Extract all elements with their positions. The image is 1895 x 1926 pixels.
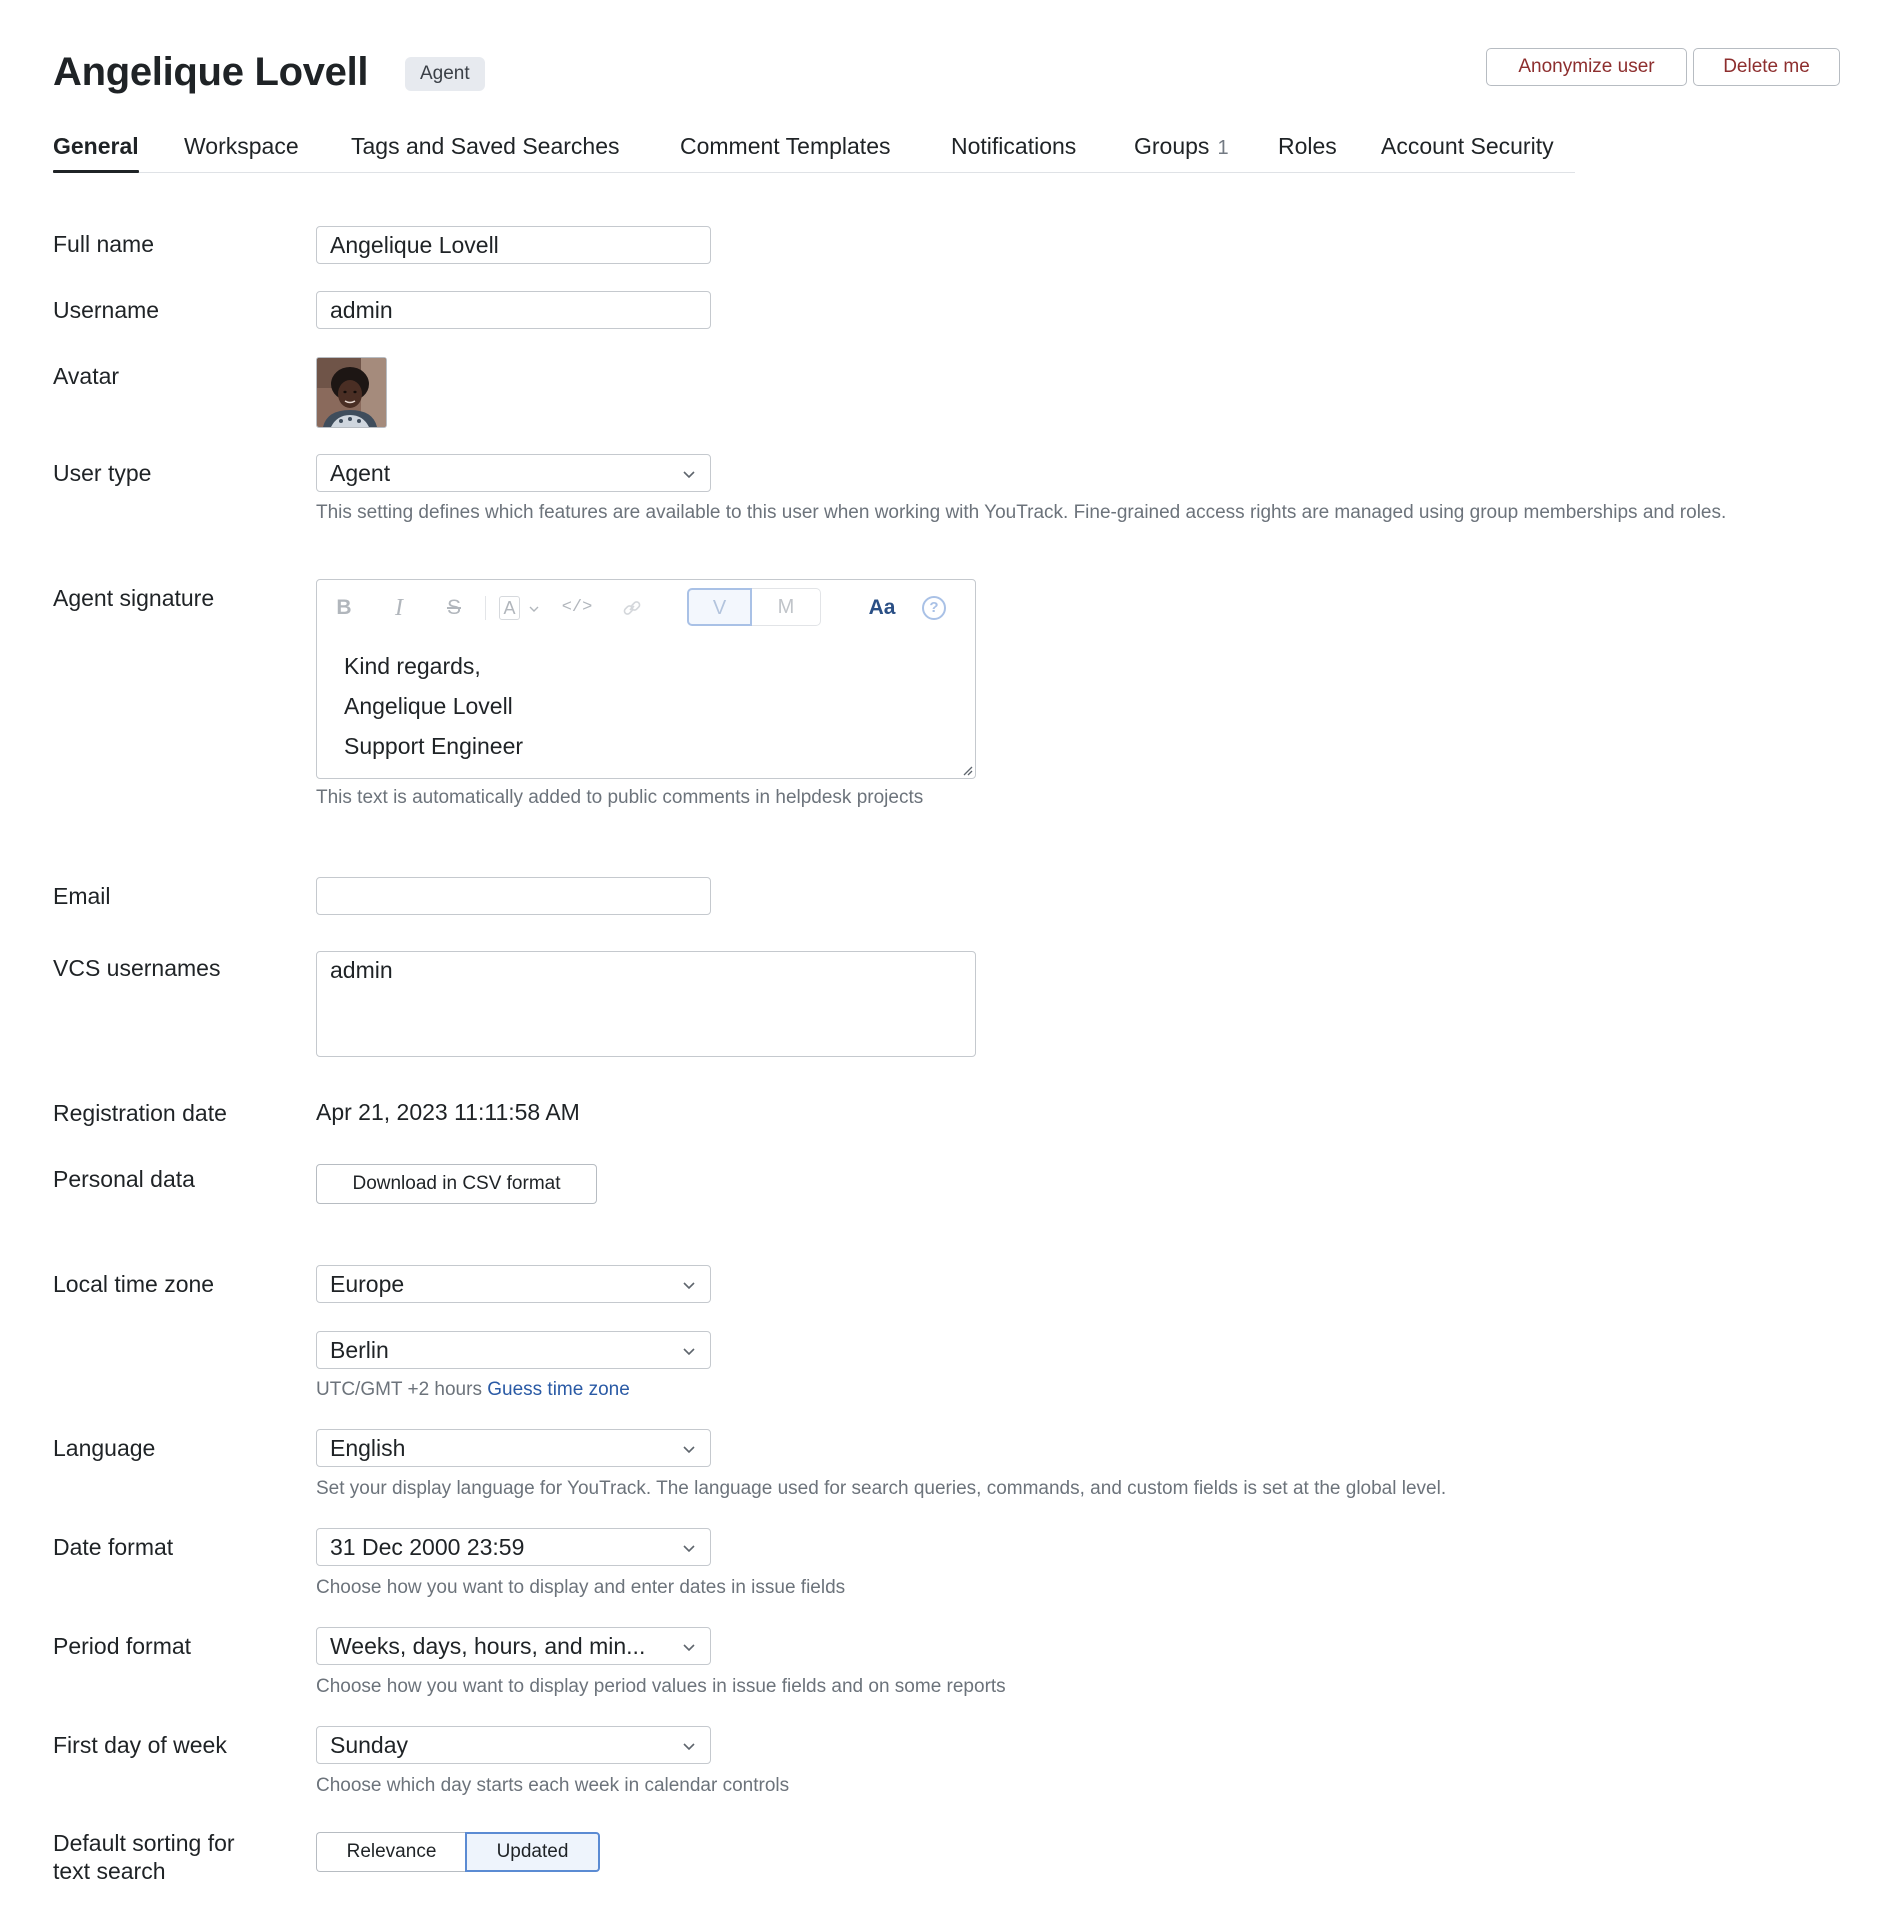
sort-updated-button[interactable]: Updated xyxy=(465,1832,600,1872)
first-day-hint: Choose which day starts each week in calendar controls xyxy=(316,1775,790,1796)
chevron-down-icon xyxy=(682,1278,696,1292)
tab-notifications[interactable] xyxy=(951,126,1076,172)
time-zone-city-select[interactable] xyxy=(316,1331,711,1369)
sort-relevance-button[interactable]: Relevance xyxy=(316,1832,466,1872)
user-type-value: Agent xyxy=(330,460,391,486)
avatar[interactable] xyxy=(316,357,387,428)
chevron-down-icon xyxy=(682,1640,696,1654)
date-format-hint: Choose how you want to display and enter dates in issue fields xyxy=(316,1577,846,1598)
tab-label: Notifications xyxy=(951,133,1077,159)
registration-date-value: Apr 21, 2023 11:11:58 AM xyxy=(316,1099,580,1125)
full-name-input[interactable] xyxy=(316,226,711,264)
chevron-down-icon xyxy=(682,1442,696,1456)
utc-offset-text: UTC/GMT +2 hours xyxy=(316,1379,482,1400)
tab-tags-saved-searches[interactable] xyxy=(351,126,620,172)
agent-signature-label: Agent signature xyxy=(53,585,215,611)
time-zone-city-value: Berlin xyxy=(330,1337,389,1363)
resize-handle-icon[interactable] xyxy=(961,764,973,776)
first-day-value: Sunday xyxy=(330,1732,409,1758)
date-format-value: 31 Dec 2000 23:59 xyxy=(330,1534,525,1560)
user-type-badge: Agent xyxy=(405,57,485,91)
username-label: Username xyxy=(53,297,160,323)
anonymize-user-button[interactable]: Anonymize user xyxy=(1486,48,1687,86)
language-label: Language xyxy=(53,1435,156,1461)
chevron-down-icon xyxy=(682,467,696,481)
time-zone-hint xyxy=(316,1377,630,1403)
tab-roles[interactable] xyxy=(1278,126,1337,172)
period-format-value: Weeks, days, hours, and min... xyxy=(330,1633,646,1659)
avatar-label: Avatar xyxy=(53,363,120,389)
markdown-mode-button[interactable]: M xyxy=(752,588,821,626)
download-csv-button[interactable]: Download in CSV format xyxy=(316,1164,597,1204)
period-format-select[interactable] xyxy=(316,1627,711,1665)
tab-workspace[interactable] xyxy=(184,126,299,172)
user-type-select[interactable] xyxy=(316,454,711,492)
tab-account-security[interactable] xyxy=(1381,126,1554,172)
text-color-icon[interactable] xyxy=(495,590,543,626)
date-format-label: Date format xyxy=(53,1534,174,1560)
link-chain-icon xyxy=(621,597,643,619)
signature-line: Support Engineer xyxy=(344,733,524,759)
user-type-hint: This setting defines which features are available to this user when working with YouTrack. Fine-grained access rights are managed using group memberships and roles. xyxy=(316,502,1727,523)
tab-label: Comment Templates xyxy=(680,133,891,159)
delete-user-button[interactable]: Delete me xyxy=(1693,48,1840,86)
editor-toolbar xyxy=(317,580,975,636)
tab-label: Tags and Saved Searches xyxy=(351,133,620,159)
vcs-usernames-textarea[interactable]: admin xyxy=(316,951,976,1057)
tab-comment-templates[interactable] xyxy=(680,126,891,172)
avatar-photo-icon xyxy=(317,358,386,427)
help-mark: ? xyxy=(922,596,946,620)
email-label: Email xyxy=(53,883,111,909)
default-sorting-label-line: text search xyxy=(53,1858,166,1884)
language-value: English xyxy=(330,1435,406,1461)
toolbar-separator xyxy=(485,596,486,620)
period-format-label: Period format xyxy=(53,1633,192,1659)
chevron-down-icon xyxy=(682,1739,696,1753)
agent-signature-hint: This text is automatically added to public comments in helpdesk projects xyxy=(316,787,924,808)
tab-general[interactable] xyxy=(53,126,139,172)
bold-icon[interactable]: B xyxy=(336,596,352,619)
tab-label: Workspace xyxy=(184,133,299,159)
chevron-down-icon xyxy=(529,604,539,614)
agent-signature-editor xyxy=(316,579,976,779)
time-zone-region-value: Europe xyxy=(330,1271,405,1297)
guess-time-zone-link[interactable]: Guess time zone xyxy=(487,1379,630,1400)
personal-data-label: Personal data xyxy=(53,1166,195,1192)
code-icon[interactable]: </> xyxy=(561,598,593,617)
signature-line: Angelique Lovell xyxy=(344,693,513,719)
page-title: Angelique Lovell xyxy=(53,50,369,94)
chevron-down-icon xyxy=(682,1344,696,1358)
help-icon[interactable] xyxy=(917,590,951,626)
date-format-select[interactable] xyxy=(316,1528,711,1566)
full-name-label: Full name xyxy=(53,231,154,257)
visual-mode-button[interactable]: V xyxy=(687,588,752,626)
time-zone-label: Local time zone xyxy=(53,1271,215,1297)
groups-count-badge: 1 xyxy=(1217,137,1229,159)
email-input[interactable] xyxy=(316,877,711,915)
tab-groups[interactable] xyxy=(1134,126,1229,172)
default-sorting-label-line: Default sorting for xyxy=(53,1830,235,1856)
period-format-hint: Choose how you want to display period values in issue fields and on some reports xyxy=(316,1676,1006,1697)
tab-label: General xyxy=(53,133,139,159)
first-day-select[interactable] xyxy=(316,1726,711,1764)
language-hint: Set your display language for YouTrack. The language used for search queries, commands, and custom fields is set at the global level. xyxy=(316,1478,1447,1499)
first-day-label: First day of week xyxy=(53,1732,227,1758)
language-select[interactable] xyxy=(316,1429,711,1467)
time-zone-region-select[interactable] xyxy=(316,1265,711,1303)
link-icon[interactable] xyxy=(615,590,649,626)
signature-text[interactable] xyxy=(344,646,523,766)
italic-icon[interactable]: I xyxy=(395,595,403,621)
text-format-icon[interactable]: Aa xyxy=(868,596,896,619)
tab-bar xyxy=(53,126,1575,173)
user-type-label: User type xyxy=(53,460,152,486)
tab-label: Roles xyxy=(1278,133,1337,159)
tab-label: Groups xyxy=(1134,133,1210,159)
chevron-down-icon xyxy=(682,1541,696,1555)
text-color-letter: A xyxy=(499,596,519,620)
strikethrough-icon[interactable]: S xyxy=(446,596,461,619)
default-sorting-label xyxy=(53,1829,235,1885)
signature-line: Kind regards, xyxy=(344,653,481,679)
registration-date-label: Registration date xyxy=(53,1100,227,1126)
username-input[interactable] xyxy=(316,291,711,329)
tab-label: Account Security xyxy=(1381,133,1554,159)
vcs-usernames-label: VCS usernames xyxy=(53,955,221,981)
